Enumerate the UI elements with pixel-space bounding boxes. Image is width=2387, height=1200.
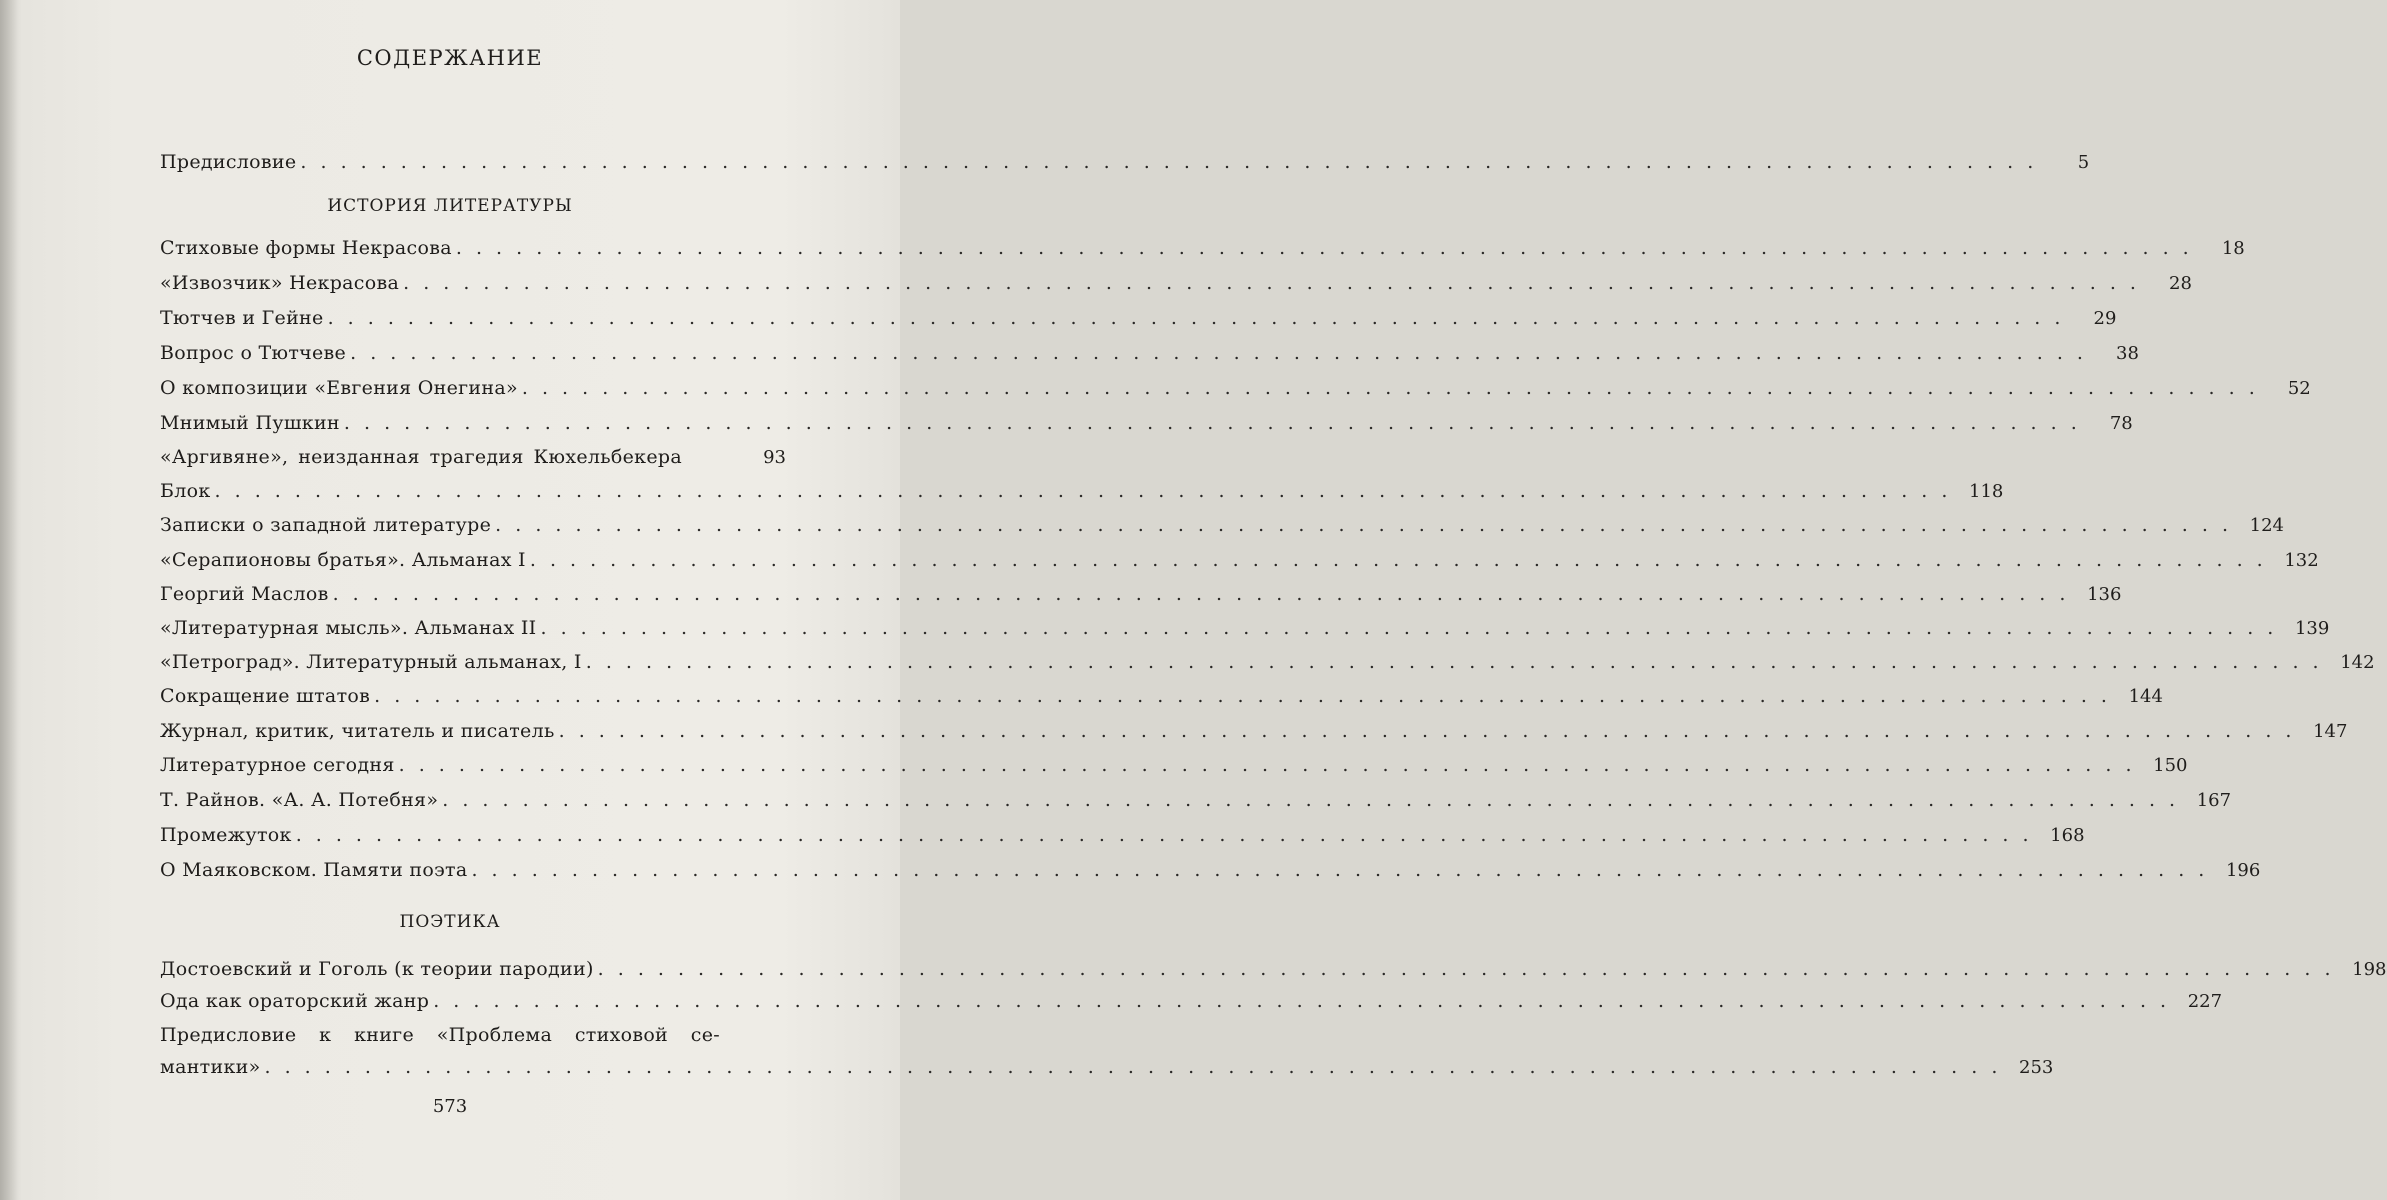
toc-entry-page: 18: [2221, 238, 2245, 259]
toc-entry-page: 132: [2284, 550, 2319, 571]
toc-entry-title: Сокращение штатов: [160, 685, 371, 707]
toc-leader-dots: [442, 785, 2179, 815]
toc-entry-page: 29: [2093, 308, 2117, 329]
toc-entry-page: 147: [2313, 721, 2348, 742]
toc-entry-title: Стиховые формы Некрасова: [160, 237, 452, 259]
section-heading-history: ИСТОРИЯ ЛИТЕРАТУРЫ: [327, 196, 573, 216]
toc-entry-page: 167: [2196, 790, 2232, 811]
toc-entry-title: Георгий Маслов: [160, 583, 329, 605]
toc-leader-dots: [350, 338, 2087, 368]
toc-entry: [160, 442, 786, 472]
toc-entry: [160, 647, 2375, 677]
toc-entry: [160, 268, 2192, 298]
toc-entry-page: 93: [763, 447, 786, 468]
toc-entry-title: Литературное сегодня: [160, 754, 395, 776]
toc-entry: [160, 303, 2117, 333]
toc-leader-dots: [598, 954, 2335, 984]
toc-entry-title: Тютчев и Гейне: [160, 307, 324, 329]
toc-entry-title: Журнал, критик, читатель и писатель: [160, 720, 555, 742]
toc-entry-title: «Аргивяне», неизданная трагедия Кюхельбекера: [160, 446, 682, 468]
toc-entry-page: 118: [1969, 481, 2004, 502]
toc-entry-page: 253: [2019, 1057, 2054, 1078]
toc-entry-page: 144: [2128, 686, 2163, 707]
toc-entry: [160, 373, 2311, 403]
toc-entry: [160, 510, 2284, 540]
toc-leader-dots: [344, 408, 2081, 438]
toc-entry-line1: [160, 1020, 720, 1050]
toc-entry-page: 142: [2340, 652, 2375, 673]
toc-entry-line2: [160, 1052, 2054, 1082]
toc-entry-title: Предисловие: [160, 151, 297, 173]
toc-entry-page: 139: [2294, 618, 2330, 639]
toc-entry-page: 168: [2050, 825, 2085, 846]
toc-entry: [160, 338, 2139, 368]
toc-leader-dots: [300, 147, 2037, 177]
toc-entry: [160, 545, 2319, 575]
toc-entry-title: О композиции «Евгения Онегина»: [160, 377, 518, 399]
toc-entry: [160, 716, 2348, 746]
toc-entry-title: Блок: [160, 480, 211, 502]
toc-leader-dots: [403, 268, 2140, 298]
toc-entry-title: «Литературная мысль». Альманах II: [160, 617, 537, 639]
toc-entry-page: 198: [2352, 959, 2387, 980]
toc-entry-title: Достоевский и Гоголь (к теории пародии): [160, 958, 594, 980]
toc-entry: [160, 954, 2387, 984]
toc-entry: [160, 476, 2004, 506]
toc-entry-title: «Серапионовы братья». Альманах I: [160, 549, 526, 571]
toc-entry-title: «Петроград». Литературный альманах, I: [160, 651, 582, 673]
toc-entry-page: 5: [2077, 152, 2090, 173]
toc-entry-page: 150: [2153, 755, 2188, 776]
toc-entry-title-continued: мантики»: [160, 1056, 261, 1078]
toc-entry-page: 38: [2116, 343, 2139, 364]
toc-leader-dots: [333, 579, 2070, 609]
toc-leader-dots: [399, 750, 2136, 780]
toc-entry-title: Промежуток: [160, 824, 292, 846]
toc-entry-page: 28: [2169, 273, 2192, 294]
toc-entry: [160, 855, 2261, 885]
toc-leader-dots: [296, 820, 2033, 850]
toc-entry: [160, 579, 2122, 609]
toc-leader-dots: [530, 545, 2267, 575]
toc-entry-page: 124: [2249, 515, 2284, 536]
toc-entry-title: «Извозчик» Некрасова: [160, 272, 400, 294]
toc-entry-page: 52: [2287, 378, 2311, 399]
toc-entry: [160, 820, 2085, 850]
toc-entry: [160, 613, 2330, 643]
page-gutter-shadow: [0, 0, 18, 1200]
toc-entry-title: Т. Райнов. «А. А. Потебня»: [160, 789, 439, 811]
toc-leader-dots: [522, 373, 2259, 403]
toc-leader-dots: [559, 716, 2296, 746]
toc-entry-preface: [160, 147, 2090, 177]
toc-entry: [160, 986, 2223, 1016]
page-number: 573: [432, 1096, 468, 1117]
toc-entry: [160, 785, 2232, 815]
toc-leader-dots: [456, 233, 2193, 263]
toc-leader-dots: [433, 986, 2170, 1016]
toc-leader-dots: [328, 303, 2065, 333]
toc-entry-title: Записки о западной литературе: [160, 514, 492, 536]
toc-entry-title: Ода как ораторский жанр: [160, 990, 430, 1012]
toc-leader-dots: [215, 476, 1952, 506]
toc-entry: [160, 681, 2163, 711]
toc-entry-page: 136: [2087, 584, 2122, 605]
toc-entry-title: О Маяковском. Памяти поэта: [160, 859, 468, 881]
toc-entry-title: Предисловие к книге «Проблема стиховой се-: [160, 1024, 720, 1046]
toc-leader-dots: [471, 855, 2208, 885]
section-heading-poetics: ПОЭТИКА: [399, 912, 501, 932]
toc-leader-dots: [541, 613, 2278, 643]
toc-entry-page: 227: [2187, 991, 2223, 1012]
toc-leader-dots: [586, 647, 2323, 677]
toc-leader-dots: [265, 1052, 2002, 1082]
toc-entry-page: 196: [2225, 860, 2261, 881]
page-title: СОДЕРЖАНИЕ: [356, 46, 544, 70]
toc-entry: [160, 408, 2133, 438]
toc-entry: [160, 750, 2188, 780]
toc-entry-title: Вопрос о Тютчеве: [160, 342, 347, 364]
toc-entry-title: Мнимый Пушкин: [160, 412, 340, 434]
toc-leader-dots: [495, 510, 2232, 540]
toc-entry-page: 78: [2109, 413, 2133, 434]
toc-entry: [160, 233, 2245, 263]
toc-leader-dots: [374, 681, 2111, 711]
